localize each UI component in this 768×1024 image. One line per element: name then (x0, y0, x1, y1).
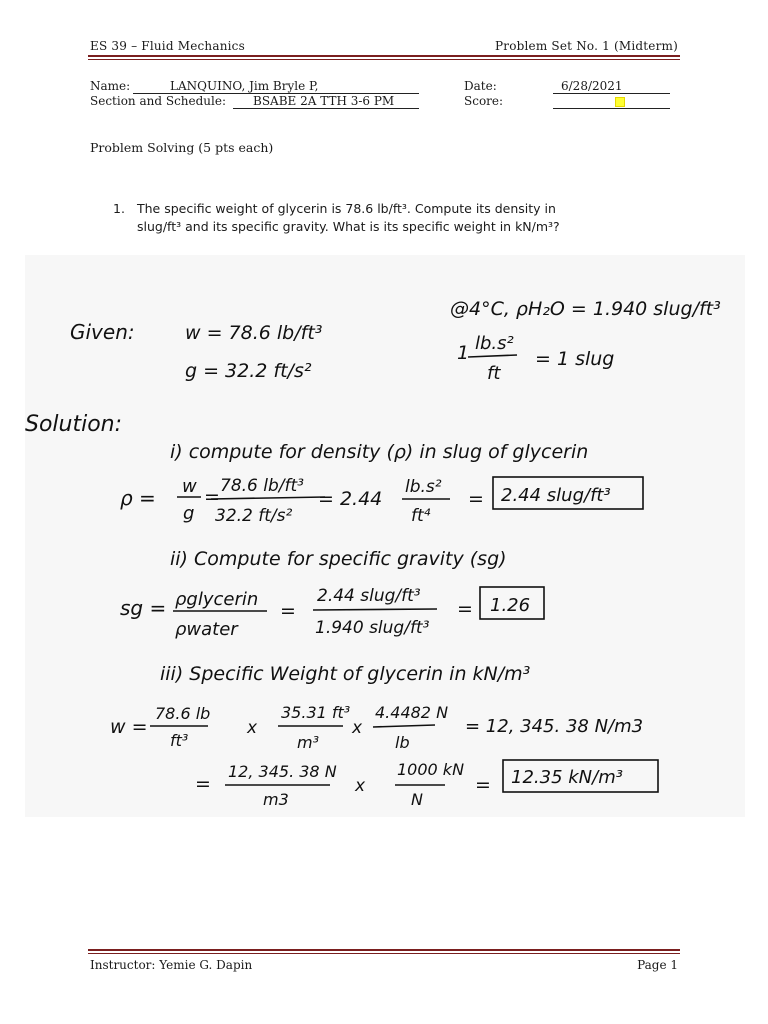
water-density: @4°C, ρH₂O = 1.940 slug/ft³ (450, 298, 721, 320)
step3-result-1: = 12, 345. 38 N/m3 (465, 716, 644, 737)
step1-numerator: 78.6 lb/ft³ (220, 476, 304, 496)
step3-eq: = (195, 773, 211, 795)
step3-f3-denominator: lb (395, 733, 410, 752)
step1-unit-denominator: ft⁴ (411, 506, 431, 526)
slug-equals: = 1 slug (535, 348, 615, 370)
slug-numerator: lb.s² (475, 333, 514, 354)
step1-lhs: ρ = (120, 486, 156, 510)
step3-times-1: x (247, 718, 258, 738)
step3-lhs: w = (110, 716, 148, 738)
answer-sg: 1.26 (490, 595, 531, 616)
answer-specific-weight: 12.35 kN/m³ (511, 767, 623, 788)
step1-title: i) compute for density (ρ) in slug of glycerin (170, 441, 589, 463)
step1-denominator: 32.2 ft/s² (215, 506, 293, 526)
fraction-bar-step3-3 (373, 725, 435, 727)
step2-numerator-2: 2.44 slug/ft³ (317, 586, 421, 606)
step1-eq3: = (468, 488, 484, 510)
header-rule-thick (88, 55, 680, 57)
name-label: Name: (90, 79, 131, 93)
question-number: 1. (113, 201, 125, 216)
step2-denominator-2: 1.940 slug/ft³ (315, 618, 430, 638)
fraction-bar-step1 (211, 497, 325, 499)
given-w: w = 78.6 lb/ft³ (185, 322, 323, 344)
step3-f2-denominator: m³ (297, 733, 319, 752)
step3-times-2: x (352, 718, 363, 738)
step3-f2-numerator: 35.31 ft³ (281, 703, 351, 722)
question-line-2: slug/ft³ and its specific gravity. What is its specific weight in kN/m³? (137, 219, 560, 234)
step3-f5-numerator: 1000 kN (397, 760, 465, 779)
step2-eq2: = (457, 598, 473, 620)
footer-rule-thin (88, 953, 680, 954)
given-label: Given: (70, 320, 135, 344)
solution-drawing (25, 255, 745, 817)
step3-f3-numerator: 4.4482 N (375, 703, 449, 722)
step1-unit-numerator: lb.s² (405, 477, 442, 497)
step1-eq1: = (204, 486, 220, 508)
fraction-bar-step2-b (313, 609, 437, 610)
step3-f5-denominator: N (411, 790, 423, 809)
problem-set-title: Problem Set No. 1 (Midterm) (494, 39, 678, 53)
score-highlight (615, 97, 625, 107)
instructor-name: Instructor: Yemie G. Dapin (90, 958, 253, 972)
step2-denominator-1: ρwater (175, 619, 238, 640)
fraction-bar-slug (468, 355, 517, 357)
question-1 (113, 200, 556, 218)
given-g: g = 32.2 ft/s² (185, 360, 312, 382)
page-number: Page 1 (637, 958, 678, 972)
step3-f4-numerator: 12, 345. 38 N (228, 762, 337, 781)
step1-w: w (182, 476, 197, 497)
handwritten-solution-area (25, 255, 745, 817)
step2-numerator-1: ρglycerin (175, 589, 259, 610)
score-label: Score: (464, 94, 504, 108)
step3-f1-denominator: ft³ (170, 731, 189, 750)
step3-title: iii) Specific Weight of glycerin in kN/m³ (160, 663, 531, 685)
slug-lead: 1 (457, 342, 470, 364)
step1-g: g (183, 503, 195, 524)
name-field (133, 79, 419, 94)
step1-eq2: = 2.44 (318, 488, 383, 510)
date-value: 6/28/2021 (561, 79, 623, 93)
step3-eq-final: = (475, 774, 491, 796)
solution-label: Solution: (25, 412, 123, 437)
footer-rule-thick (88, 949, 680, 951)
step3-times-3: x (355, 776, 366, 796)
course-title: ES 39 – Fluid Mechanics (90, 39, 245, 53)
step2-lhs: sg = (120, 596, 167, 620)
step3-f1-numerator: 78.6 lb (155, 704, 211, 723)
instructions: Problem Solving (5 pts each) (90, 140, 274, 155)
step2-eq1: = (280, 600, 296, 622)
step2-title: ii) Compute for specific gravity (sg) (170, 548, 507, 570)
section-value: BSABE 2A TTH 3-6 PM (253, 94, 395, 108)
step3-f4-denominator: m3 (263, 790, 289, 809)
slug-denominator: ft (487, 363, 501, 384)
header-rule-thin (88, 59, 680, 60)
date-field (553, 79, 670, 94)
question-line-1: The specific weight of glycerin is 78.6 lb/ft³. Compute its density in (137, 201, 556, 216)
date-label: Date: (464, 79, 497, 93)
section-label: Section and Schedule: (90, 94, 227, 108)
answer-density: 2.44 slug/ft³ (501, 485, 611, 506)
name-value: LANQUINO, Jim Bryle P, (170, 79, 319, 93)
section-field (233, 94, 419, 109)
score-field (553, 94, 670, 109)
